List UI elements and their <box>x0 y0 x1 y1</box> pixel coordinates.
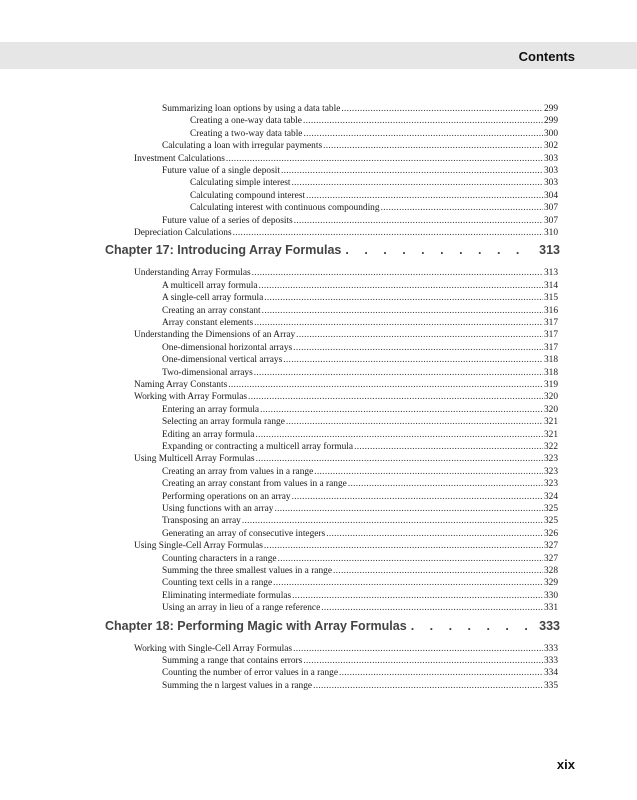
toc-entry-page: 324 <box>543 491 558 502</box>
toc-section-entry <box>134 540 558 553</box>
toc-subsection-entry <box>162 491 558 504</box>
toc-leader-dots <box>333 565 543 578</box>
toc-entry-title: Calculating simple interest <box>190 178 291 189</box>
toc-entry-page: 330 <box>543 590 558 601</box>
toc-entry-title: Working with Array Formulas <box>134 392 248 403</box>
toc-entry-title: Creating an array constant <box>162 305 261 316</box>
toc-section-entry <box>134 267 558 280</box>
toc-entry-page: 302 <box>543 141 558 152</box>
toc-entry-title: Two-dimensional arrays <box>162 367 253 378</box>
toc-leader-dots <box>226 153 543 166</box>
toc-subsection-entry <box>162 602 558 615</box>
toc-leader-dots <box>242 515 543 528</box>
toc-entry-title: Summarizing loan options by using a data table <box>162 104 341 114</box>
toc-entry-page: 313 <box>543 268 558 279</box>
toc-entry-title: Transposing an array <box>162 516 241 527</box>
toc-section-entry <box>134 153 558 166</box>
toc-leader-dots <box>303 128 542 141</box>
toc-leader-dots <box>293 342 543 355</box>
toc-subsection-entry <box>162 354 558 367</box>
toc-leader-dots <box>314 466 543 479</box>
toc-subsection-entry <box>190 202 558 215</box>
toc-subsection-entry <box>162 577 558 590</box>
toc-entry-title: Calculating a loan with irregular payments <box>162 141 323 152</box>
toc-leader-dots <box>260 404 543 417</box>
toc-entry-title: Chapter 17: Introducing Array Formulas <box>105 243 342 258</box>
toc-subsection-entry <box>162 367 558 380</box>
toc-subsection-entry <box>162 553 558 566</box>
toc-entry-title: Chapter 18: Performing Magic with Array Formulas <box>105 618 407 633</box>
toc-entry-page: 333 <box>539 618 560 633</box>
toc-entry-page: 316 <box>543 305 558 316</box>
toc-leader-dots <box>411 619 535 633</box>
toc-entry-title: Creating a two-way data table <box>190 128 303 139</box>
toc-entry-title: Creating a one-way data table <box>190 116 302 127</box>
toc-entry-page: 326 <box>543 528 558 539</box>
toc-entry-title: One-dimensional horizontal arrays <box>162 342 293 353</box>
toc-entry-title: Calculating compound interest <box>190 190 306 201</box>
toc-leader-dots <box>303 655 543 668</box>
toc-leader-dots <box>228 379 543 392</box>
toc-leader-dots <box>256 453 543 466</box>
toc-subsection-entry <box>162 655 558 668</box>
toc-entry-title: One-dimensional vertical arrays <box>162 355 283 366</box>
toc-leader-dots <box>294 215 543 228</box>
toc-entry-title: Selecting an array formula range <box>162 417 285 428</box>
toc-leader-dots <box>262 305 543 318</box>
toc-entry-page: 333 <box>543 643 558 654</box>
toc-entry-title: Investment Calculations <box>134 153 225 164</box>
page-number: xix <box>556 757 575 772</box>
toc-entry-page: 323 <box>543 454 558 465</box>
toc-subsection-entry <box>162 528 558 541</box>
toc-entry-title: Calculating interest with continuous compounding <box>190 203 380 214</box>
toc-leader-dots <box>254 367 543 380</box>
toc-subsection-entry <box>162 680 558 693</box>
toc-entry-title: Understanding the Dimensions of an Array <box>134 330 296 341</box>
toc-leader-dots <box>283 354 543 367</box>
toc-subsection-entry <box>162 165 558 178</box>
toc-leader-dots <box>264 540 543 553</box>
toc-entry-title: Counting text cells in a range <box>162 578 273 589</box>
toc-subsection-entry <box>162 292 558 305</box>
toc-entry-page: 317 <box>543 342 558 353</box>
toc-leader-dots <box>303 115 543 128</box>
toc-leader-dots <box>296 329 543 342</box>
toc-leader-dots <box>348 478 543 491</box>
toc-leader-dots <box>273 577 543 590</box>
toc-entry-title: Entering an array formula <box>162 404 260 415</box>
toc-subsection-entry <box>162 305 558 318</box>
toc-entry-page: 299 <box>543 104 558 114</box>
toc-entry-page: 320 <box>543 392 558 403</box>
toc-chapter-heading <box>105 243 560 263</box>
toc-subsection-entry <box>162 404 558 417</box>
toc-entry-page: 327 <box>543 541 558 552</box>
toc-section-entry <box>134 227 558 240</box>
toc-entry-page: 321 <box>543 429 558 440</box>
toc-leader-dots <box>281 165 543 178</box>
toc-entry-title: Using functions with an array <box>162 504 274 514</box>
toc-leader-dots <box>292 491 543 504</box>
toc-entry-page: 307 <box>543 215 558 226</box>
toc-leader-dots <box>345 243 535 257</box>
toc-subsection-entry <box>190 115 558 128</box>
toc-subsection-entry <box>162 503 558 516</box>
toc-subsection-entry <box>162 429 558 442</box>
toc-entry-title: Generating an array of consecutive integers <box>162 528 326 539</box>
toc-leader-dots <box>354 441 543 454</box>
toc-entry-page: 331 <box>543 603 558 614</box>
toc-section-entry <box>134 329 558 342</box>
toc-leader-dots <box>259 280 543 293</box>
toc-subsection-entry <box>190 190 558 203</box>
toc-leader-dots <box>264 292 543 305</box>
toc-leader-dots <box>339 667 543 680</box>
toc-section-entry <box>134 453 558 466</box>
toc-entry-page: 327 <box>543 553 558 564</box>
toc-subsection-entry <box>190 128 558 141</box>
toc-subsection-entry <box>162 478 558 491</box>
toc-leader-dots <box>248 391 543 404</box>
toc-entry-page: 300 <box>543 128 558 139</box>
toc-subsection-entry <box>162 466 558 479</box>
toc-subsection-entry <box>162 215 558 228</box>
toc-entry-title: Summing the n largest values in a range <box>162 680 313 691</box>
toc-entry-title: Summing a range that contains errors <box>162 656 303 666</box>
toc-subsection-entry <box>190 177 558 190</box>
running-header-title: Contents <box>518 49 575 64</box>
toc-subsection-entry <box>162 317 558 330</box>
toc-section-entry <box>134 379 558 392</box>
toc-entry-title: A multicell array formula <box>162 280 258 291</box>
toc-entry-title: Expanding or contracting a multicell array formula <box>162 442 354 452</box>
toc-entry-title: Using an array in lieu of a range reference <box>162 603 321 614</box>
toc-entry-title: A single-cell array formula <box>162 293 264 304</box>
toc-subsection-entry <box>162 342 558 355</box>
toc-leader-dots <box>254 317 543 330</box>
toc-entry-title: Editing an array formula <box>162 429 255 440</box>
toc-entry-page: 303 <box>543 178 558 189</box>
toc-entry-title: Understanding Array Formulas <box>134 268 251 279</box>
toc-entry-title: Naming Array Constants <box>134 380 228 390</box>
toc-subsection-entry <box>162 140 558 153</box>
toc-chapter-heading <box>105 619 560 639</box>
toc-entry-page: 307 <box>543 203 558 214</box>
toc-entry-page: 299 <box>543 116 558 127</box>
toc-entry-page: 321 <box>543 417 558 428</box>
toc-entry-page: 304 <box>543 190 558 201</box>
toc-leader-dots <box>293 643 543 656</box>
toc-leader-dots <box>278 553 543 566</box>
toc-entry-page: 303 <box>543 153 558 164</box>
toc-entry-page: 310 <box>543 228 558 238</box>
toc-entry-title: Array constant elements <box>162 318 254 328</box>
toc-entry-title: Using Single-Cell Array Formulas <box>134 541 263 552</box>
toc-entry-page: 303 <box>543 166 558 176</box>
toc-leader-dots <box>255 429 543 442</box>
toc-entry-title: Eliminating intermediate formulas <box>162 590 292 601</box>
toc-entry-title: Creating an array from values in a range <box>162 466 314 477</box>
toc-entry-page: 318 <box>543 367 558 378</box>
toc-leader-dots <box>274 503 543 516</box>
toc-leader-dots <box>292 177 543 190</box>
toc-subsection-entry <box>162 667 558 680</box>
toc-subsection-entry <box>162 515 558 528</box>
toc-entry-title: Working with Single-Cell Array Formulas <box>134 643 293 654</box>
toc-entry-page: 317 <box>543 330 558 341</box>
toc-leader-dots <box>286 416 543 429</box>
toc-entry-page: 329 <box>543 578 558 589</box>
toc-leader-dots <box>313 680 543 693</box>
toc-subsection-entry <box>162 103 558 116</box>
toc-entry-page: 317 <box>543 318 558 328</box>
toc-leader-dots <box>323 140 543 153</box>
toc-entry-title: Summing the three smallest values in a range <box>162 566 333 576</box>
toc-entry-page: 328 <box>543 566 558 576</box>
toc-entry-page: 323 <box>543 466 558 477</box>
toc-subsection-entry <box>162 565 558 578</box>
toc-leader-dots <box>341 103 543 116</box>
toc-subsection-entry <box>162 416 558 429</box>
toc-entry-page: 313 <box>539 243 560 258</box>
toc-entry-title: Counting the number of error values in a range <box>162 668 338 679</box>
toc-subsection-entry <box>162 280 558 293</box>
toc-entry-page: 315 <box>543 293 558 304</box>
toc-leader-dots <box>252 267 543 280</box>
toc-leader-dots <box>292 590 543 603</box>
toc-entry-title: Using Multicell Array Formulas <box>134 454 255 465</box>
toc-entry-page: 320 <box>543 404 558 415</box>
toc-entry-title: Future value of a series of deposits <box>162 215 293 226</box>
toc-entry-page: 335 <box>543 680 558 691</box>
toc-entry-page: 314 <box>543 280 558 291</box>
toc-entry-page: 319 <box>543 380 558 390</box>
toc-section-entry <box>134 391 558 404</box>
toc-leader-dots <box>326 528 543 541</box>
toc-entry-title: Depreciation Calculations <box>134 228 232 238</box>
toc-leader-dots <box>306 190 543 203</box>
toc-subsection-entry <box>162 441 558 454</box>
toc-entry-page: 323 <box>543 479 558 490</box>
toc-leader-dots <box>381 202 543 215</box>
toc-section-entry <box>134 643 558 656</box>
toc-entry-page: 333 <box>543 656 558 666</box>
toc-entry-page: 334 <box>543 668 558 679</box>
toc-leader-dots <box>233 227 543 240</box>
toc-entry-title: Counting characters in a range <box>162 553 277 564</box>
toc-entry-title: Future value of a single deposit <box>162 166 280 176</box>
toc-leader-dots <box>321 602 543 615</box>
toc-entry-title: Creating an array constant from values in a range <box>162 479 347 490</box>
toc-entry-page: 322 <box>543 442 558 452</box>
toc-entry-title: Performing operations on an array <box>162 491 291 502</box>
toc-entry-page: 325 <box>543 504 558 514</box>
toc-subsection-entry <box>162 590 558 603</box>
toc-entry-page: 318 <box>543 355 558 366</box>
toc-entry-page: 325 <box>543 516 558 527</box>
